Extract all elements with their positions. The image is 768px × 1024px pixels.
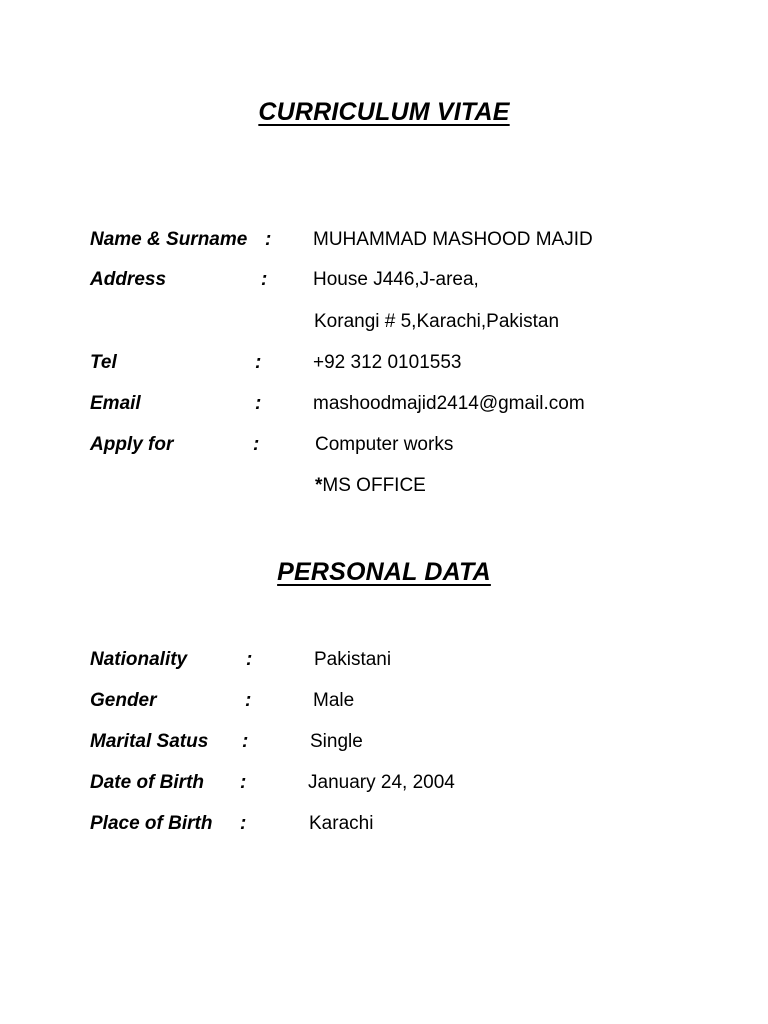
field-colon: : bbox=[253, 434, 260, 455]
field-colon: : bbox=[261, 269, 268, 290]
personal-row-gender bbox=[0, 687, 768, 715]
field-value: Male bbox=[313, 690, 355, 711]
field-value: Pakistani bbox=[314, 649, 392, 670]
field-colon: : bbox=[246, 649, 253, 670]
field-label: Email bbox=[90, 393, 141, 414]
field-label: Name & Surname bbox=[90, 229, 248, 250]
field-value: January 24, 2004 bbox=[308, 772, 455, 793]
apply-extra-value: MS OFFICE bbox=[322, 475, 426, 496]
field-colon: : bbox=[265, 229, 272, 250]
field-value: Karachi bbox=[309, 813, 374, 834]
field-label: Date of Birth bbox=[90, 772, 204, 793]
cv-title: CURRICULUM VITAE bbox=[258, 98, 510, 126]
field-label: Marital Satus bbox=[90, 731, 209, 752]
contact-row-email bbox=[0, 390, 768, 418]
field-value: Single bbox=[310, 731, 363, 752]
field-label: Nationality bbox=[90, 649, 188, 670]
personal-row-date-of-birth bbox=[0, 769, 768, 797]
field-colon: : bbox=[245, 690, 252, 711]
field-colon: : bbox=[255, 352, 262, 373]
personal-data-title: PERSONAL DATA bbox=[277, 558, 491, 586]
contact-row-apply bbox=[0, 431, 768, 459]
personal-row-place-of-birth bbox=[0, 810, 768, 838]
field-value: +92 312 0101553 bbox=[313, 352, 462, 373]
contact-row-apply-extra bbox=[0, 472, 768, 500]
field-value: House J446,J-area, bbox=[313, 269, 479, 290]
field-label: Place of Birth bbox=[90, 813, 213, 834]
field-colon: : bbox=[255, 393, 262, 414]
bullet-marker: * bbox=[315, 475, 323, 496]
field-colon: : bbox=[242, 731, 249, 752]
field-label: Address bbox=[90, 269, 167, 290]
field-label: Tel bbox=[90, 352, 117, 373]
field-value bbox=[315, 472, 426, 500]
field-value: Korangi # 5,Karachi,Pakistan bbox=[314, 311, 560, 332]
field-colon: : bbox=[240, 813, 247, 834]
field-label: Apply for bbox=[90, 434, 174, 455]
contact-row-address bbox=[0, 266, 768, 294]
contact-row-name bbox=[0, 226, 768, 254]
field-value: MUHAMMAD MASHOOD MAJID bbox=[313, 229, 593, 250]
field-label: Gender bbox=[90, 690, 157, 711]
personal-row-marital-status bbox=[0, 728, 768, 756]
field-colon: : bbox=[240, 772, 247, 793]
contact-row-address-line2 bbox=[0, 308, 768, 336]
contact-row-tel bbox=[0, 349, 768, 377]
personal-row-nationality bbox=[0, 646, 768, 674]
field-value: mashoodmajid2414@gmail.com bbox=[313, 393, 585, 414]
field-value: Computer works bbox=[315, 434, 454, 455]
